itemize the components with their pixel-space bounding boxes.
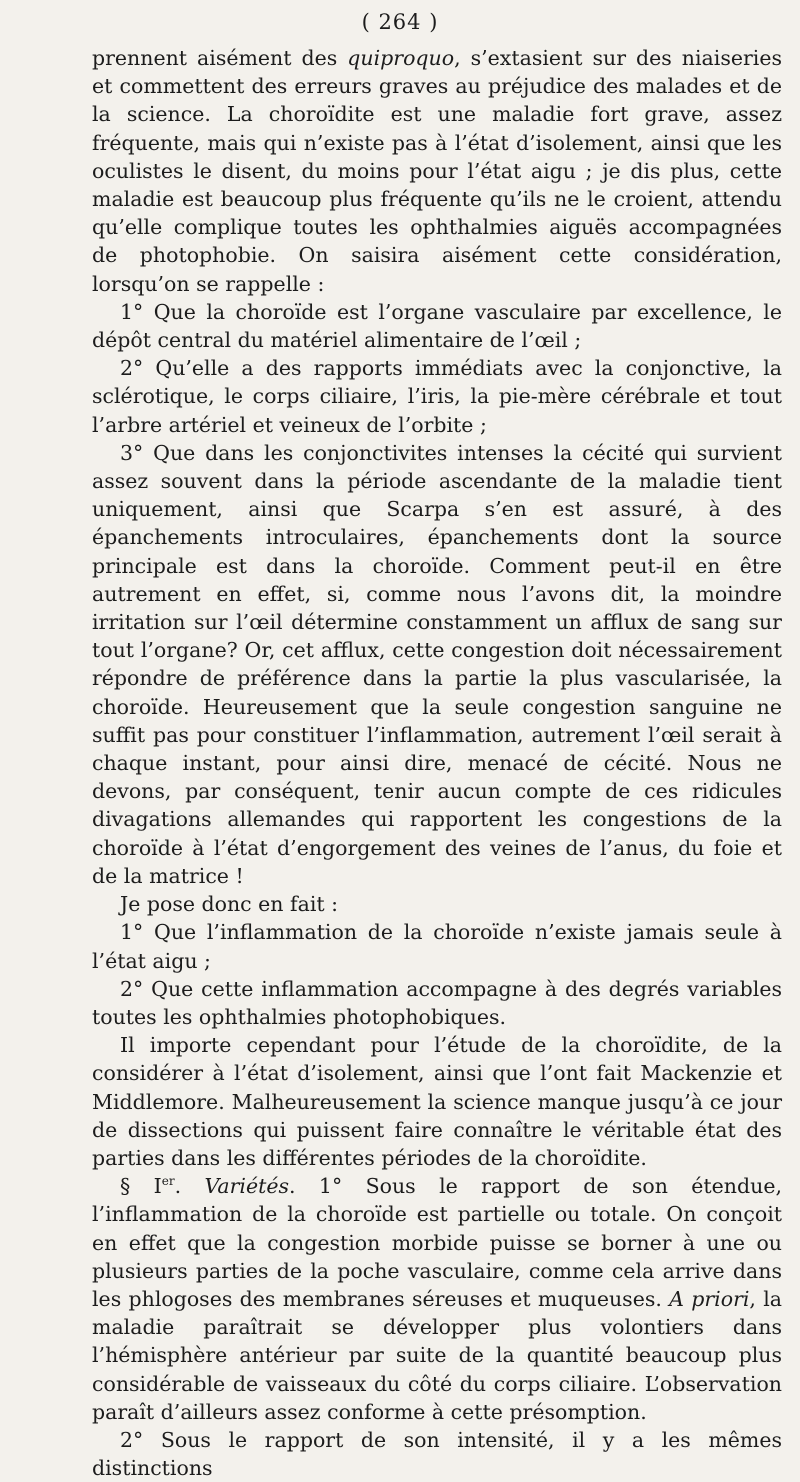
italic-run: Variétés [204, 1174, 290, 1199]
text-run: , s’extasient sur des niaiseries et commettent des erreurs graves au préjudice des malades et de la science. La choroïdite est une maladie fort grave, assez fréquente, mais qui n’existe pas à l’état d’isolement, ainsi que les oculistes le disent, du moins pour l’état aigu ; je dis plus, cette maladie est beaucoup plus fréquente qu’ils ne le croient, attendu qu’elle complique toutes les ophthalmies aiguës accompagnées de photophobie. On saisira aisément cette considération, lorsqu’on se rappelle : [92, 46, 782, 296]
text-run: Il importe cependant pour l’étude de la choroïdite, de la considérer à l’état d’isolement, ainsi que l’ont fait Mackenzie et Middlemore. Malheureusement la science manque jusqu’à ce jour de dissections qui puissent faire connaître le véritable état des parties dans les différentes périodes de la choroïdite. [92, 1033, 782, 1170]
text-run: . 1° Sous le rapport de son étendue, l’inflammation de la choroïde est partielle ou totale. On conçoit en effet que la congestion morbide puisse se borner à une ou plusieurs parties de la poche vasculaire, comme cela arrive dans les phlogoses des membranes séreuses et muqueuses. [92, 1174, 782, 1311]
page-number: ( 264 ) [361, 10, 439, 34]
paragraph [92, 298, 782, 354]
paragraph [92, 1172, 782, 1426]
text-run: Je pose donc en fait : [120, 892, 339, 917]
paragraph [92, 890, 782, 918]
text-run: . [174, 1174, 205, 1199]
text-run: 2° Sous le rapport de son intensité, il y a les mêmes distinctions [92, 1427, 782, 1481]
italic-run: quiproquo [347, 46, 455, 70]
paragraph [92, 1426, 782, 1482]
paragraph [92, 1031, 782, 1172]
paragraph [92, 975, 782, 1031]
body-text [92, 44, 782, 1482]
text-run: prennent aisément des [92, 46, 348, 70]
text-run: , la maladie paraîtrait se développer plus volontiers dans l’hémisphère antérieur par suite de la quantité beaucoup plus considérable de vaisseaux du côté du corps ciliaire. L’observation paraît d’ailleurs assez conforme à cette présomption. [92, 1286, 782, 1424]
text-run: 3° Que dans les conjonctivites intenses la cécité qui survient assez souvent dans la période ascendante de la maladie tient uniquement, ainsi que Scarpa s’en est assuré, à des épanchements introculaires, épanchements dont la source principale est dans la choroïde. Comment peut-il en être autrement en effet, si, comme nous l’avons dit, la moindre irritation sur l’œil détermine constamment un afflux de sang sur tout l’organe? Or, cet afflux, cette congestion doit nécessairement répondre de préférence dans la partie la plus vascularisée, la choroïde. Heureusement que la seule congestion sanguine ne suffit pas pour constituer l’inflammation, autrement l’œil serait à chaque instant, pour ainsi dire, menacé de cécité. Nous ne devons, par conséquent, tenir aucun compte de ces ridicules divagations allemandes qui rapportent les congestions de la choroïde à l’état d’engorgement des veines de l’anus, du foie et de la matrice ! [92, 440, 782, 888]
text-run: 1° Que la choroïde est l’organe vasculaire par excellence, le dépôt central du matériel alimentaire de l’œil ; [92, 299, 782, 353]
italic-run: A priori [669, 1286, 750, 1311]
text-run: 2° Qu’elle a des rapports immédiats avec la conjonctive, la sclérotique, le corps ciliaire, l’iris, la pie-mère cérébrale et tout l’arbre artériel et veineux de l’orbite ; [92, 356, 782, 437]
text-run: 1° Que l’inflammation de la choroïde n’existe jamais seule à l’état aigu ; [92, 920, 782, 973]
paragraph [92, 439, 782, 890]
superscript-run: er [161, 1174, 175, 1189]
text-run: 2° Que cette inflammation accompagne à des degrés variables toutes les ophthalmies photophobiques. [92, 976, 782, 1029]
paragraph [92, 44, 782, 298]
text-run: § I [120, 1174, 162, 1199]
paragraph [92, 354, 782, 439]
paragraph [92, 918, 782, 974]
